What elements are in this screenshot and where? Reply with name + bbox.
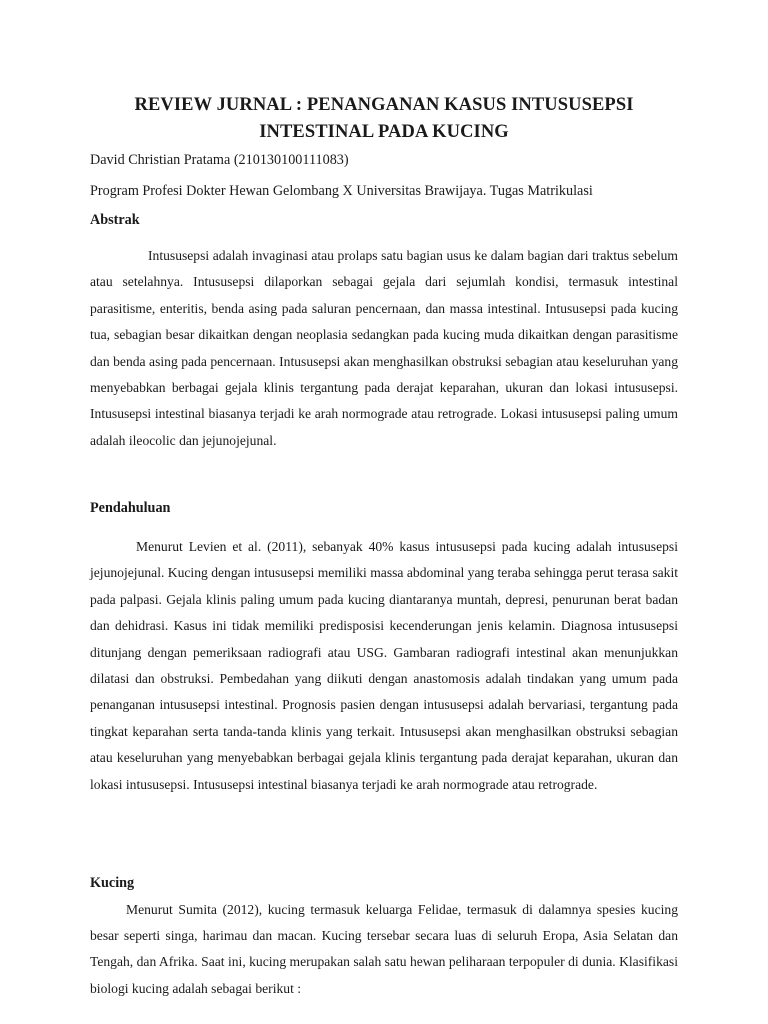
affiliation-line: Program Profesi Dokter Hewan Gelombang X Universitas Brawijaya. Tugas Matrikulasi	[90, 183, 593, 199]
cat-section-heading: Kucing	[90, 875, 135, 891]
introduction-paragraph: Menurut Levien et al. (2011), sebanyak 40% kasus intususepsi pada kucing adalah intususepsi jejunojejunal. Kucing dengan intususepsi memiliki massa abdominal yang teraba sehingga perut terasa sakit pada palpasi. Gejala klinis paling umum pada kucing diantaranya muntah, depresi, penurunan berat badan dan dehidrasi. Kasus ini tidak memiliki predisposisi kecenderungan jenis kelamin. Diagnosa intususepsi ditunjang dengan pemeriksaan radiografi atau USG. Gambaran radiografi intestinal akan menunjukkan dilatasi dan obstruksi. Pembedahan yang diikuti dengan anastomosis adalah tindakan yang umum pada penanganan intususepsi intestinal. Prognosis pasien dengan intususepsi adalah bervariasi, tergantung pada tingkat keparahan serta tanda-tanda klinis yang terkait. Intususepsi akan menghasilkan obstruksi sebagian atau keseluruhan yang menyebabkan berbagai gejala klinis tergantung pada derajat keparahan, ukuran dan lokasi intususepsi. Intususepsi intestinal biasanya terjadi ke arah normograde atau retrograde.	[90, 539, 678, 792]
author-line: David Christian Pratama (210130100111083)	[90, 152, 349, 168]
introduction-heading: Pendahuluan	[90, 500, 171, 516]
abstract-paragraph: Intususepsi adalah invaginasi atau prolaps satu bagian usus ke dalam bagian dari traktus sebelum atau setelahnya. Intususepsi dilaporkan sebagai gejala dari sejumlah kondisi, termasuk intestinal parasitisme, enteritis, benda asing pada saluran pencernaan, dan massa intestinal. Intususepsi pada kucing tua, sebagian besar dikaitkan dengan neoplasia sedangkan pada kucing muda dikaitkan dengan parasitisme dan benda asing pada pencernaan. Intususepsi akan menghasilkan obstruksi sebagian atau keseluruhan yang menyebabkan berbagai gejala klinis tergantung pada derajat keparahan, ukuran dan lokasi intususepsi. Intususepsi intestinal biasanya terjadi ke arah normograde atau retrograde. Lokasi intususepsi paling umum adalah ileocolic dan jejunojejunal.	[90, 248, 678, 448]
cat-section-paragraph: Menurut Sumita (2012), kucing termasuk keluarga Felidae, termasuk di dalamnya spesies kucing besar seperti singa, harimau dan macan. Kucing tersebar secara luas di seluruh Eropa, Asia Selatan dan Tengah, dan Afrika. Saat ini, kucing merupakan salah satu hewan peliharaan terpopuler di dunia. Klasifikasi biologi kucing adalah sebagai berikut :	[90, 902, 678, 996]
title-line-2: INTESTINAL PADA KUCING	[259, 122, 509, 142]
title-line-1: REVIEW JURNAL : PENANGANAN KASUS INTUSUSEPSI	[134, 95, 634, 115]
document-title	[90, 92, 678, 146]
abstract-heading: Abstrak	[90, 212, 140, 228]
